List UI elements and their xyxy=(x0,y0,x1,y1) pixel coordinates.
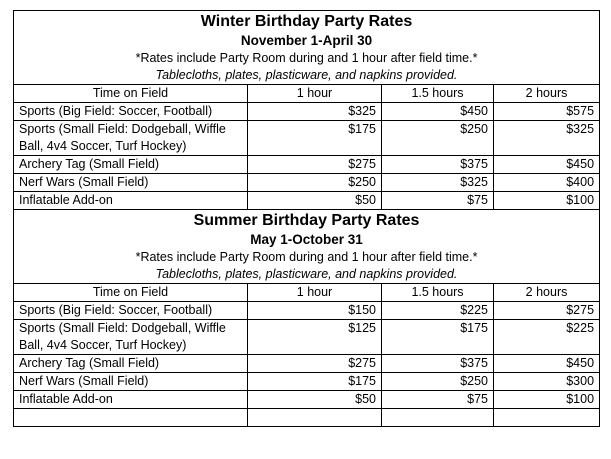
empty-cell xyxy=(382,409,494,427)
activity-label: Sports (Big Field: Soccer, Football) xyxy=(14,302,248,320)
activity-label: Inflatable Add-on xyxy=(14,192,248,210)
rates-document xyxy=(13,10,599,427)
winter-title-row xyxy=(14,11,600,85)
table-row xyxy=(14,174,600,192)
summer-dates: May 1-October 31 xyxy=(250,232,363,247)
summer-header-2h: 2 hours xyxy=(494,284,600,302)
price-1h: $125 xyxy=(248,320,382,355)
winter-note-supplies: Tablecloths, plates, plasticware, and napkins provided. xyxy=(155,68,458,82)
winter-title: Winter Birthday Party Rates xyxy=(200,13,413,30)
summer-header-block xyxy=(14,210,600,284)
price-2h: $275 xyxy=(494,302,600,320)
price-2h: $100 xyxy=(494,391,600,409)
table-row xyxy=(14,373,600,391)
winter-header-2h: 2 hours xyxy=(494,85,600,103)
price-2h: $400 xyxy=(494,174,600,192)
table-row xyxy=(14,320,600,355)
summer-header-time: Time on Field xyxy=(14,284,248,302)
table-row xyxy=(14,355,600,373)
empty-cell xyxy=(14,409,248,427)
price-1h: $275 xyxy=(248,156,382,174)
summer-note-room: *Rates include Party Room during and 1 hour after field time.* xyxy=(135,250,478,264)
empty-cell xyxy=(248,409,382,427)
price-15h: $225 xyxy=(382,302,494,320)
activity-label: Archery Tag (Small Field) xyxy=(14,355,248,373)
empty-row xyxy=(14,409,600,427)
winter-header-15h: 1.5 hours xyxy=(382,85,494,103)
price-15h: $75 xyxy=(382,391,494,409)
winter-note-room: *Rates include Party Room during and 1 hour after field time.* xyxy=(135,51,478,65)
table-row xyxy=(14,121,600,156)
winter-header-time: Time on Field xyxy=(14,85,248,103)
activity-label: Sports (Small Field: Dodgeball, Wiffle Ball, 4v4 Soccer, Turf Hockey) xyxy=(14,320,248,355)
winter-header-1h: 1 hour xyxy=(248,85,382,103)
price-15h: $325 xyxy=(382,174,494,192)
price-15h: $450 xyxy=(382,103,494,121)
summer-header-15h: 1.5 hours xyxy=(382,284,494,302)
price-1h: $175 xyxy=(248,373,382,391)
summer-note-supplies: Tablecloths, plates, plasticware, and napkins provided. xyxy=(155,267,458,281)
price-2h: $325 xyxy=(494,121,600,156)
price-2h: $450 xyxy=(494,156,600,174)
price-15h: $75 xyxy=(382,192,494,210)
price-15h: $175 xyxy=(382,320,494,355)
rates-table xyxy=(13,10,600,427)
price-1h: $50 xyxy=(248,391,382,409)
summer-title-row xyxy=(14,210,600,284)
winter-dates: November 1-April 30 xyxy=(240,33,373,48)
summer-title: Summer Birthday Party Rates xyxy=(193,212,420,229)
table-row xyxy=(14,192,600,210)
price-1h: $250 xyxy=(248,174,382,192)
summer-column-headers xyxy=(14,284,600,302)
table-row xyxy=(14,391,600,409)
price-2h: $575 xyxy=(494,103,600,121)
activity-label: Archery Tag (Small Field) xyxy=(14,156,248,174)
winter-header-block xyxy=(14,11,600,85)
winter-column-headers xyxy=(14,85,600,103)
price-2h: $450 xyxy=(494,355,600,373)
price-2h: $100 xyxy=(494,192,600,210)
price-1h: $325 xyxy=(248,103,382,121)
activity-label: Inflatable Add-on xyxy=(14,391,248,409)
activity-label: Sports (Small Field: Dodgeball, Wiffle Ball, 4v4 Soccer, Turf Hockey) xyxy=(14,121,248,156)
price-1h: $175 xyxy=(248,121,382,156)
price-15h: $250 xyxy=(382,373,494,391)
activity-label: Nerf Wars (Small Field) xyxy=(14,373,248,391)
empty-cell xyxy=(494,409,600,427)
price-15h: $250 xyxy=(382,121,494,156)
price-1h: $275 xyxy=(248,355,382,373)
summer-header-1h: 1 hour xyxy=(248,284,382,302)
price-1h: $150 xyxy=(248,302,382,320)
table-row xyxy=(14,302,600,320)
table-row xyxy=(14,103,600,121)
price-1h: $50 xyxy=(248,192,382,210)
price-15h: $375 xyxy=(382,355,494,373)
activity-label: Sports (Big Field: Soccer, Football) xyxy=(14,103,248,121)
price-2h: $300 xyxy=(494,373,600,391)
price-15h: $375 xyxy=(382,156,494,174)
table-row xyxy=(14,156,600,174)
price-2h: $225 xyxy=(494,320,600,355)
activity-label: Nerf Wars (Small Field) xyxy=(14,174,248,192)
